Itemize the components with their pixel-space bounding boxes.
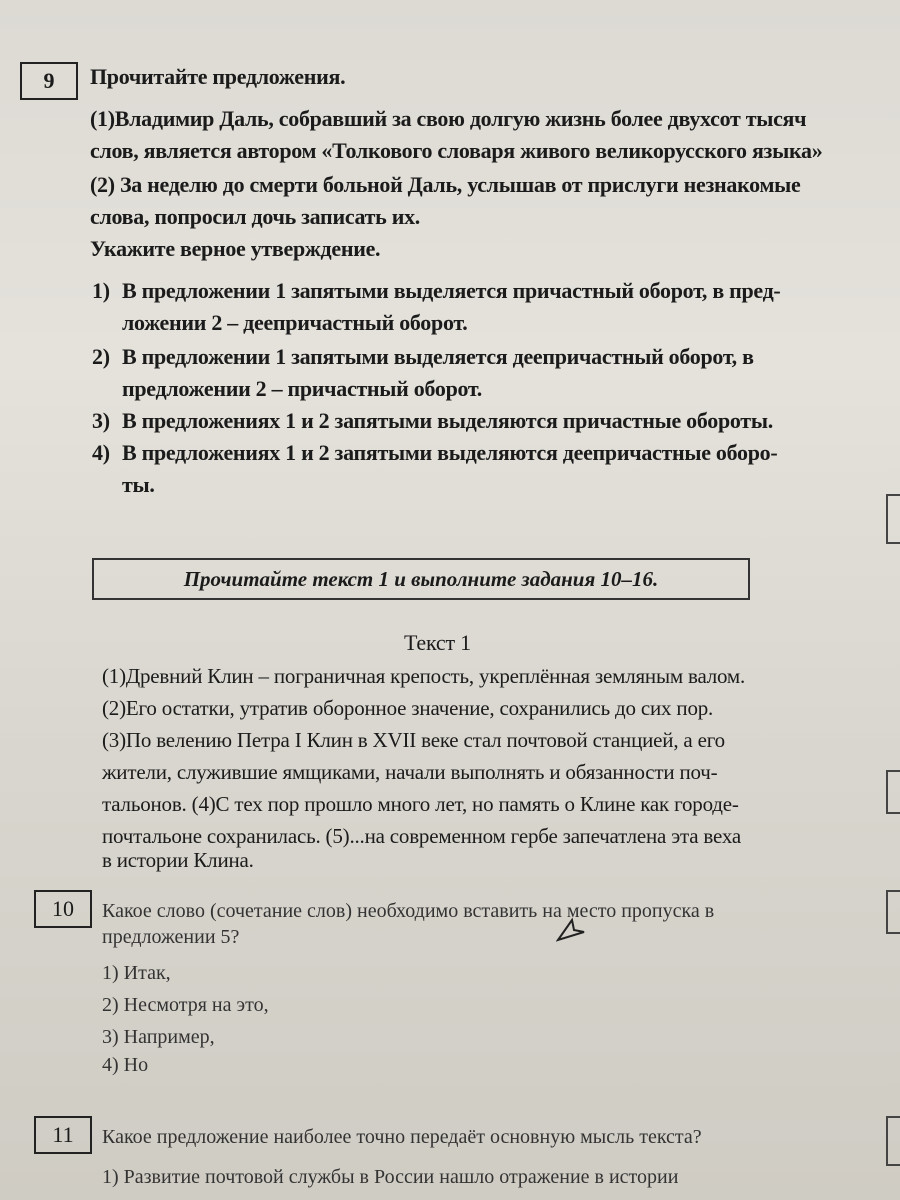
question-number-box	[34, 1116, 92, 1154]
answer-option-number[interactable]: 2)	[92, 344, 110, 369]
answer-option[interactable]: 4) Но	[102, 1054, 149, 1076]
question-number: 9	[43, 68, 55, 93]
answer-option-text[interactable]: В предложении 1 запятыми выделяется деепричастный оборот, в	[122, 344, 754, 369]
text-line: (2)Его остатки, утратив оборонное значение, сохранились до сих пор.	[102, 696, 714, 720]
answer-option-number[interactable]: 3)	[92, 408, 110, 433]
answer-box-edge	[886, 890, 900, 934]
question-number-box	[34, 890, 92, 928]
text-line: жители, служившие ямщиками, начали выполнять и обязанности поч-	[102, 760, 718, 784]
question-number: 11	[52, 1122, 74, 1147]
text-line: (1)Древний Клин – пограничная крепость, укреплённая земляным валом.	[102, 664, 746, 688]
answer-box-edge	[886, 770, 900, 814]
sentence-line: слова, попросил дочь записать их.	[90, 204, 420, 229]
question-heading: Прочитайте предложения.	[90, 64, 346, 89]
sentence-line: (2) За неделю до смерти больной Даль, услышав от прислуги незнакомые	[90, 172, 801, 197]
sentence-line: (1)Владимир Даль, собравший за свою долгую жизнь более двухсот тысяч	[90, 106, 807, 131]
answer-option-number[interactable]: 1)	[92, 278, 110, 303]
question-number: 10	[52, 896, 74, 921]
answer-option[interactable]: 1) Развитие почтовой службы в России нашло отражение в истории	[102, 1166, 679, 1188]
text-line: (3)По велению Петра I Клин в XVII веке стал почтовой станцией, а его	[102, 728, 725, 752]
sentence-line: слов, является автором «Толкового словаря живого великорусского языка»	[90, 138, 823, 163]
question-line: предложении 5?	[102, 926, 240, 948]
question-number-box	[20, 62, 78, 100]
answer-option[interactable]: 1) Итак,	[102, 962, 171, 984]
answer-option-number[interactable]: 4)	[92, 440, 110, 465]
text-line: в истории Клина.	[102, 848, 254, 872]
text-title: Текст 1	[404, 630, 471, 655]
answer-option[interactable]: 2) Несмотря на это,	[102, 994, 269, 1016]
instruction-banner	[92, 558, 750, 600]
answer-option-text[interactable]: В предложении 1 запятыми выделяется причастный оборот, в пред-	[122, 278, 781, 303]
instruction-banner-text: Прочитайте текст 1 и выполните задания 10–16.	[183, 566, 659, 591]
answer-option[interactable]: 3) Например,	[102, 1026, 215, 1048]
question-line: Какое предложение наиболее точно передаёт основную мысль текста?	[102, 1126, 702, 1148]
answer-option-text[interactable]: ты.	[122, 472, 155, 497]
text-line: почтальоне сохранилась. (5)...на современном гербе запечатлена эта веха	[102, 824, 741, 848]
question-line: Какое слово (сочетание слов) необходимо вставить на место пропуска в	[102, 900, 715, 922]
answer-option-text[interactable]: В предложениях 1 и 2 запятыми выделяются деепричастные оборо-	[122, 440, 778, 465]
answer-option-text[interactable]: предложении 2 – причастный оборот.	[122, 376, 482, 401]
cursor-icon	[556, 916, 586, 942]
text-line: тальонов. (4)С тех пор прошло много лет, но память о Клине как городе-	[102, 792, 739, 816]
answer-box-edge	[886, 1116, 900, 1166]
answer-option-text[interactable]: ложении 2 – деепричастный оборот.	[122, 310, 468, 335]
answer-box-edge	[886, 494, 900, 544]
answer-option-text[interactable]: В предложениях 1 и 2 запятыми выделяются причастные обороты.	[122, 408, 773, 433]
instruction-line: Укажите верное утверждение.	[90, 236, 381, 261]
